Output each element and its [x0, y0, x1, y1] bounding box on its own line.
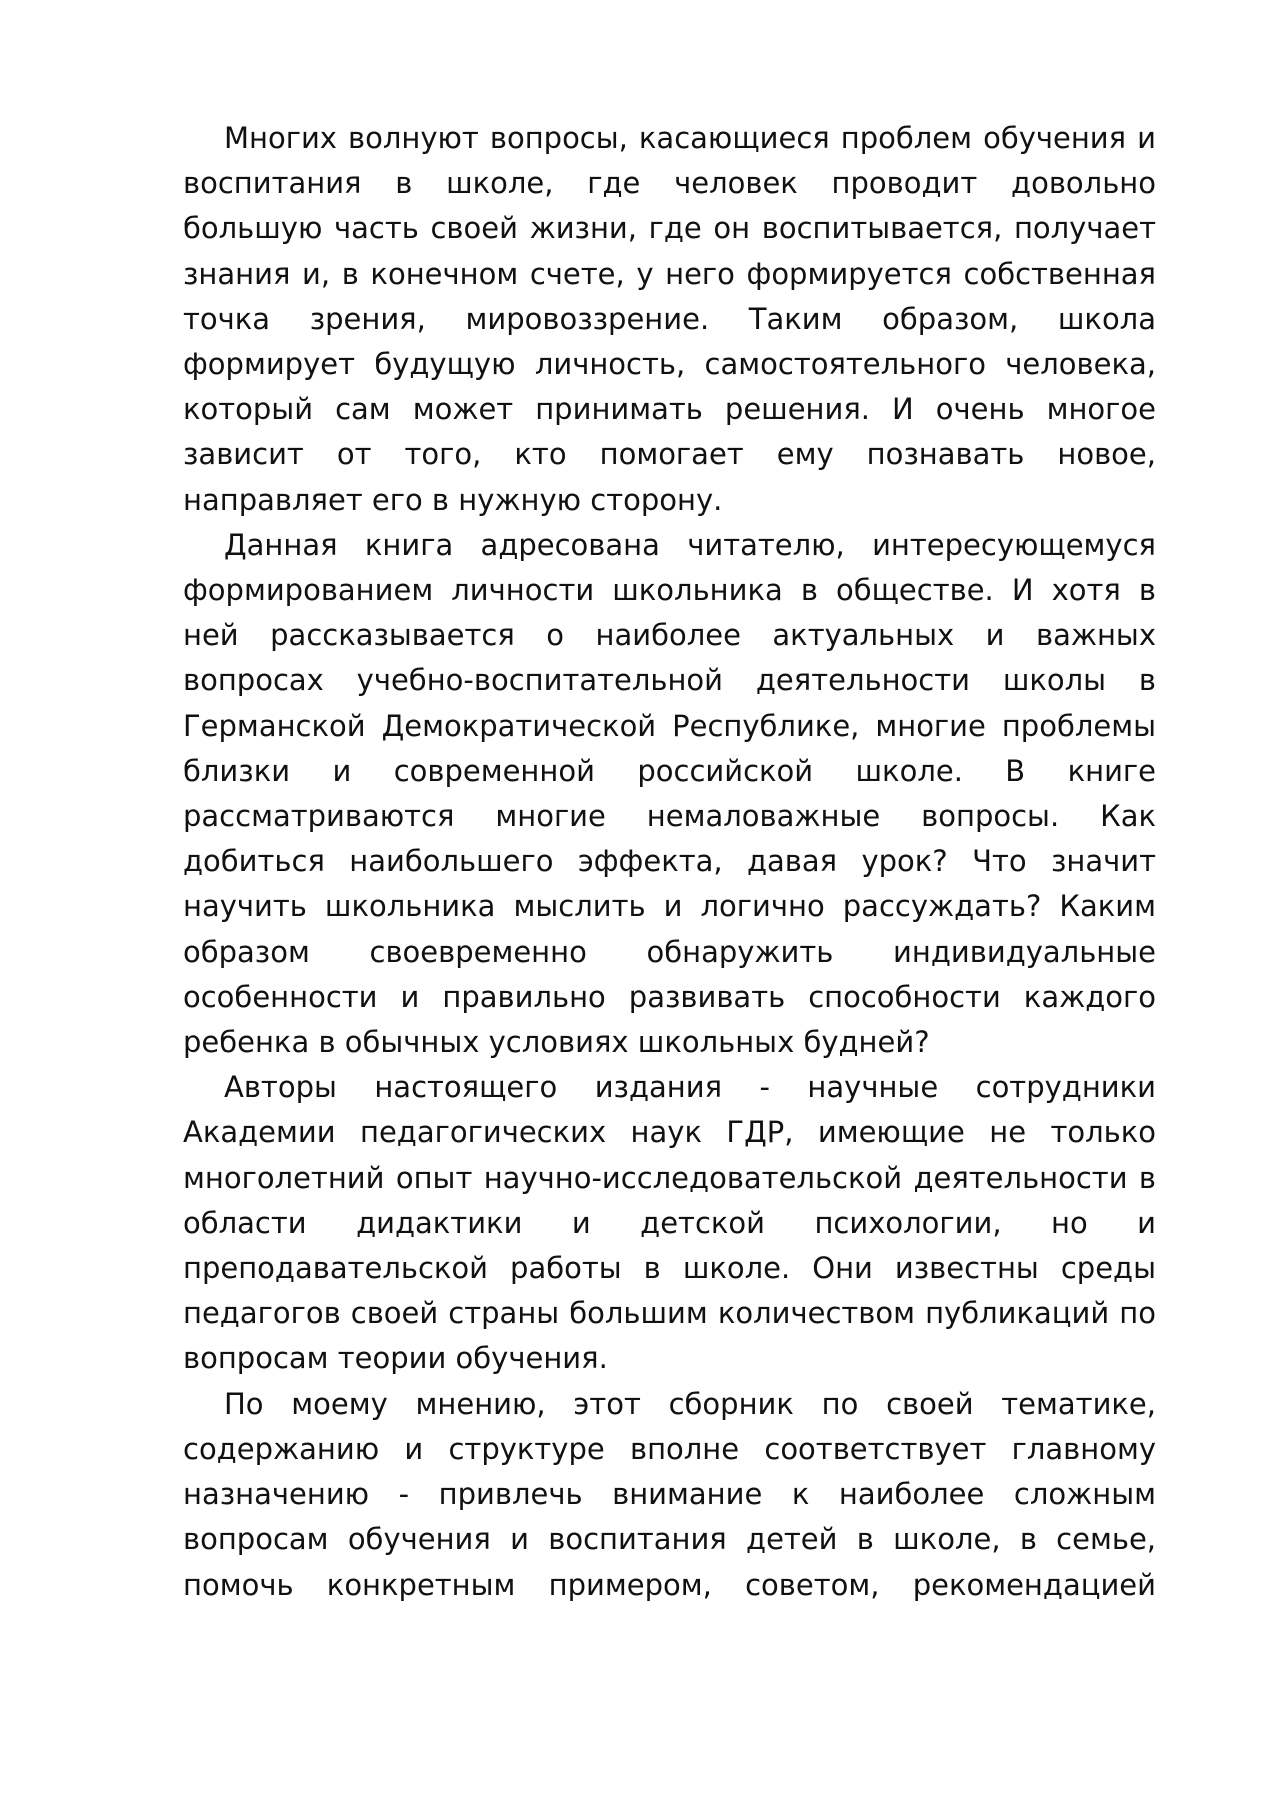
paragraph-3: Авторы настоящего издания - научные сотрудники Академии педагогических наук ГДР, имеющие не только многолетний опыт научно-исследовательской деятельности в области дидактики и детской психологии, но и преподавательской работы в школе. Они известны среды педагогов своей страны большим количеством публикаций по вопросам теории обучения. [183, 1070, 1156, 1376]
document-body [183, 116, 1156, 1608]
paragraph-1: Многих волнуют вопросы, касающиеся проблем обучения и воспитания в школе, где человек проводит довольно большую часть своей жизни, где он воспитывается, получает знания и, в конечном счете, у него формируется собственная точка зрения, мировоззрение. Таким образом, школа формирует будущую личность, самостоятельного человека, который сам может принимать решения. И очень многое зависит от того, кто помогает ему познавать новое, направляет его в нужную сторону. [183, 121, 1156, 517]
paragraph-4: По моему мнению, этот сборник по своей тематике, содержанию и структуре вполне соответствует главному назначению - привлечь внимание к наиболее сложным вопросам обучения и воспитания детей в школе, в семье, помочь конкретным примером, советом, рекомендацией [183, 1386, 1156, 1602]
paragraph-2: Данная книга адресована читателю, интересующемуся формированием личности школьника в обществе. И хотя в ней рассказывается о наиболее актуальных и важных вопросах учебно-воспитательной деятельности школы в Германской Демократической Республике, многие проблемы близки и современной российской школе. В книге рассматриваются многие немаловажные вопросы. Как добиться наибольшего эффекта, давая урок? Что значит научить школьника мыслить и логично рассуждать? Каким образом своевременно обнаружить индивидуальные особенности и правильно развивать способности каждого ребенка в обычных условиях школьных будней? [183, 527, 1156, 1060]
